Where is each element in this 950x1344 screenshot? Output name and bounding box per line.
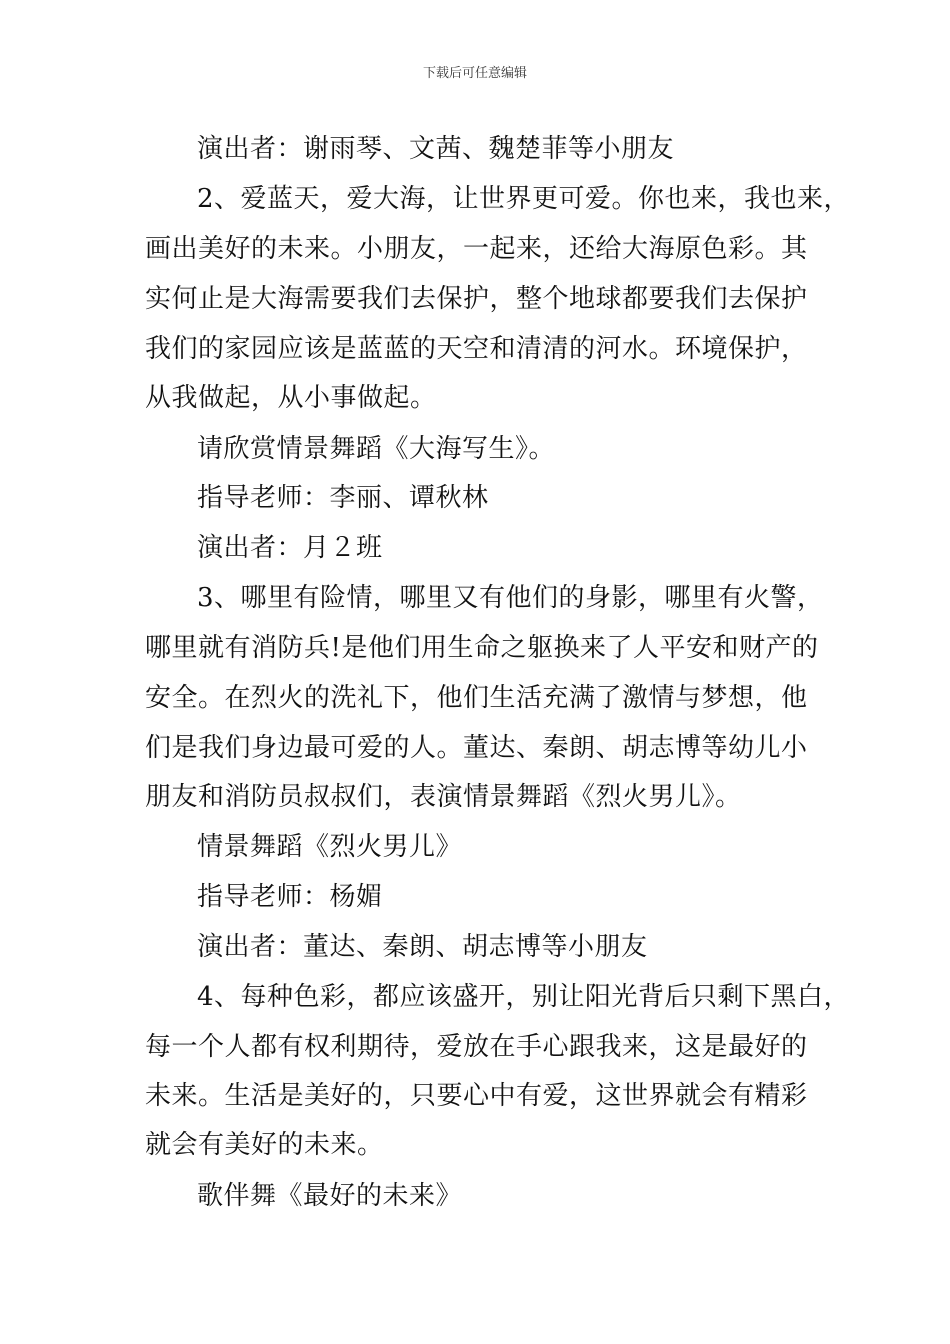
paragraph-line: 安全。在烈火的洗礼下，他们生活充满了激情与梦想，他: [145, 683, 808, 713]
paragraph-line: 们是我们身边最可爱的人。董达、秦朗、胡志博等幼儿小: [145, 733, 808, 763]
paragraph-line: 指导老师：杨媚: [197, 882, 383, 912]
paragraph-line: 我们的家园应该是蓝蓝的天空和清清的河水。环境保护，: [145, 334, 808, 364]
paragraph-line: 情景舞蹈《烈火男儿》: [197, 832, 463, 862]
paragraph-line: 实何止是大海需要我们去保护，整个地球都要我们去保护: [145, 284, 808, 314]
paragraph-line: 指导老师：李丽、谭秋林: [197, 483, 489, 513]
paragraph-line: 演出者：董达、秦朗、胡志博等小朋友: [197, 932, 648, 962]
paragraph-line: 请欣赏情景舞蹈《大海写生》。: [197, 434, 556, 464]
paragraph-line: 歌伴舞《最好的未来》: [197, 1181, 463, 1211]
paragraph-line: 就会有美好的未来。: [145, 1130, 384, 1160]
paragraph-line: 从我做起，从小事做起。: [145, 383, 437, 413]
paragraph-line: 每一个人都有权利期待，爱放在手心跟我来，这是最好的: [145, 1032, 808, 1062]
paragraph-line: 演出者：月２班: [197, 533, 383, 563]
paragraph-line: 朋友和消防员叔叔们，表演情景舞蹈《烈火男儿》。: [145, 782, 742, 812]
paragraph-line: 3、哪里有险情，哪里又有他们的身影，哪里有火警，: [197, 583, 824, 613]
paragraph-line: 未来。生活是美好的，只要心中有爱，这世界就会有精彩: [145, 1081, 808, 1111]
paragraph-line: 演出者：谢雨琴、文茜、魏楚菲等小朋友: [197, 134, 675, 164]
paragraph-line: 2、爱蓝天，爱大海，让世界更可爱。你也来，我也来，: [197, 184, 851, 214]
page-header-note: 下载后可任意编辑: [422, 66, 527, 81]
paragraph-line: 哪里就有消防兵!是他们用生命之躯换来了人平安和财产的: [145, 633, 819, 663]
paragraph-line: 4、每种色彩，都应该盛开，别让阳光背后只剩下黑白，: [197, 982, 851, 1012]
paragraph-line: 画出美好的未来。小朋友，一起来，还给大海原色彩。其: [145, 234, 808, 264]
